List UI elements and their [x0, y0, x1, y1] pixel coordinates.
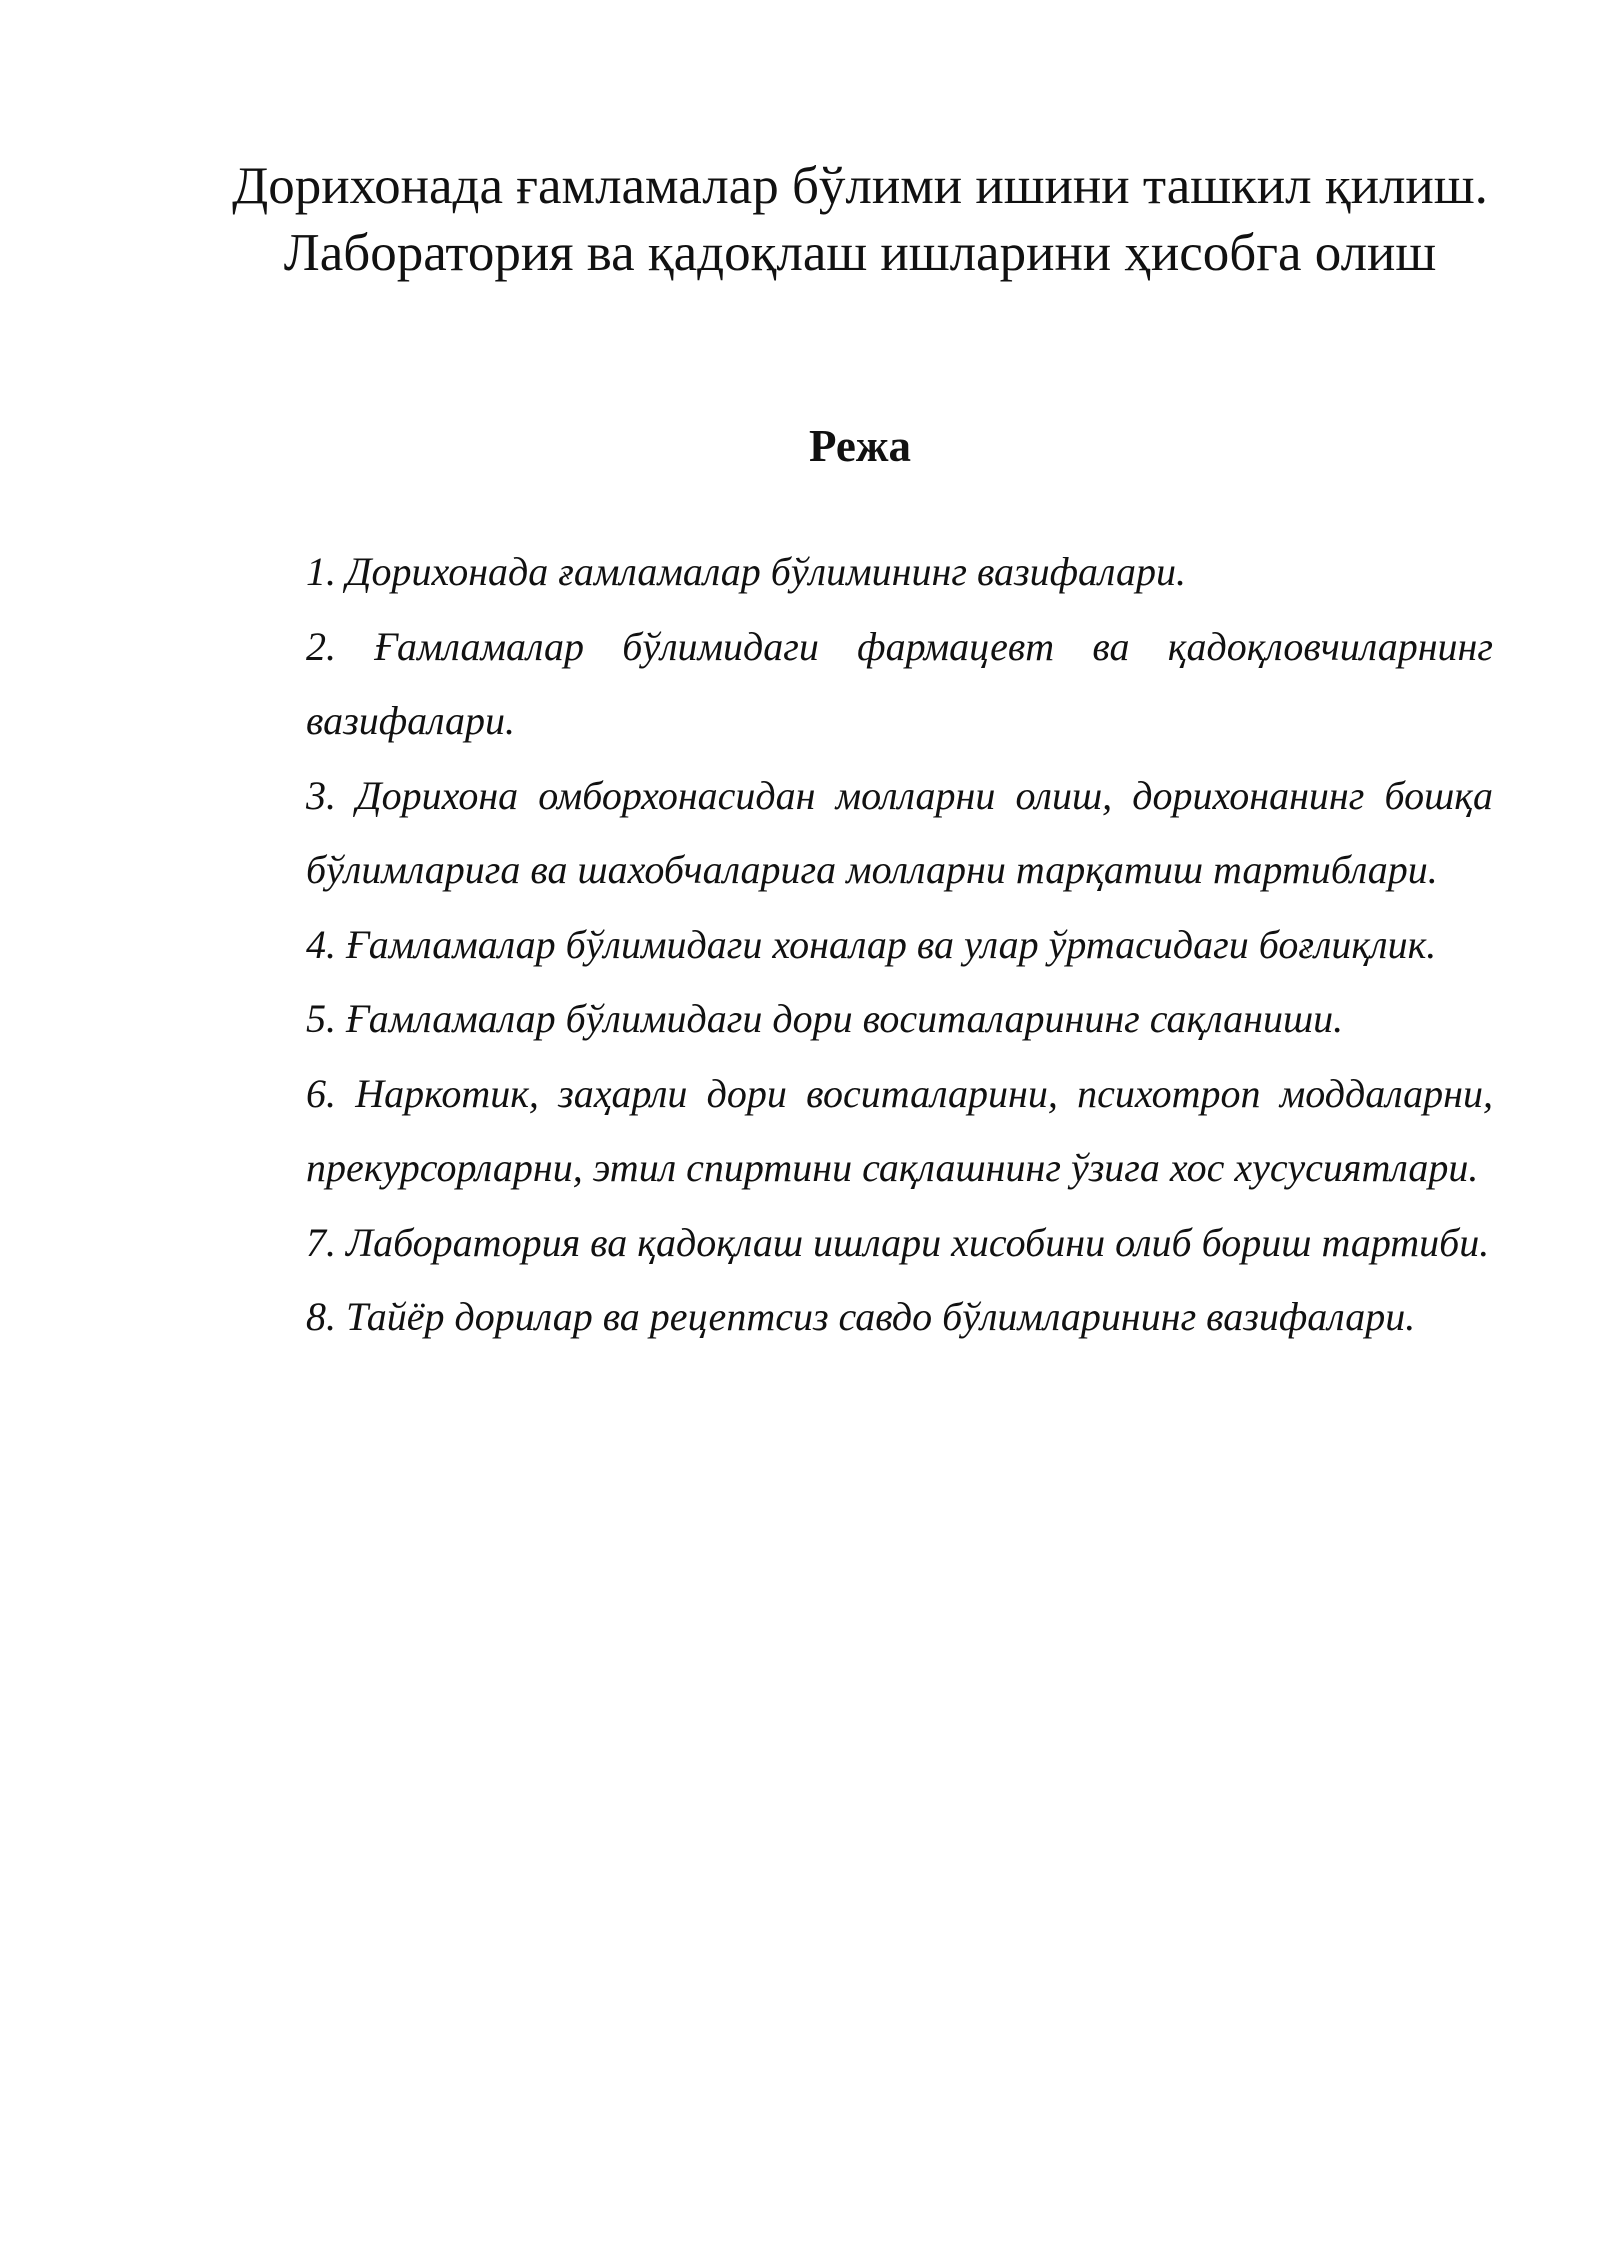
plan-item-7: 7. Лаборатория ва қадоқлаш ишлари хисобини олиб бориш тартиби.	[306, 1219, 1490, 1265]
plan-item-8: 8. Тайёр дорилар ва рецептсиз савдо бўлимларининг вазифалари.	[306, 1294, 1416, 1339]
plan-item-1: 1. Дорихонада ғамламалар бўлимининг вазифалари.	[306, 549, 1186, 594]
plan-item-4: 4. Ғамламалар бўлимидаги хоналар ва улар ўртасидаги боғлиқлик.	[306, 921, 1437, 967]
plan-heading: Режа	[809, 421, 911, 471]
document-title: Дорихонада ғамламалар бўлими ишини ташкил қилиш. Лаборатория ва қадоқлаш ишларини ҳисобга олиш	[232, 157, 1488, 282]
plan-item-3: 3. Дорихона омборхонасидан молларни олиш, дорихонанинг бошқа бўлимларига ва шахобчаларига молларни тарқатиш тартиблари.	[306, 772, 1493, 892]
plan-item-5: 5. Ғамламалар бўлимидаги дори воситаларининг сақланиши.	[306, 996, 1344, 1041]
plan-item-2: 2. Ғамламалар бўлимидаги фармацевт ва қадоқловчиларнинг вазифалари.	[306, 623, 1493, 743]
plan-list	[306, 535, 1493, 1355]
plan-item-6: 6. Наркотик, заҳарли дори воситаларини, психотроп моддаларни, прекурсорларни, этил спиртини сақлашнинг ўзига хос хусусиятлари.	[306, 1070, 1493, 1190]
